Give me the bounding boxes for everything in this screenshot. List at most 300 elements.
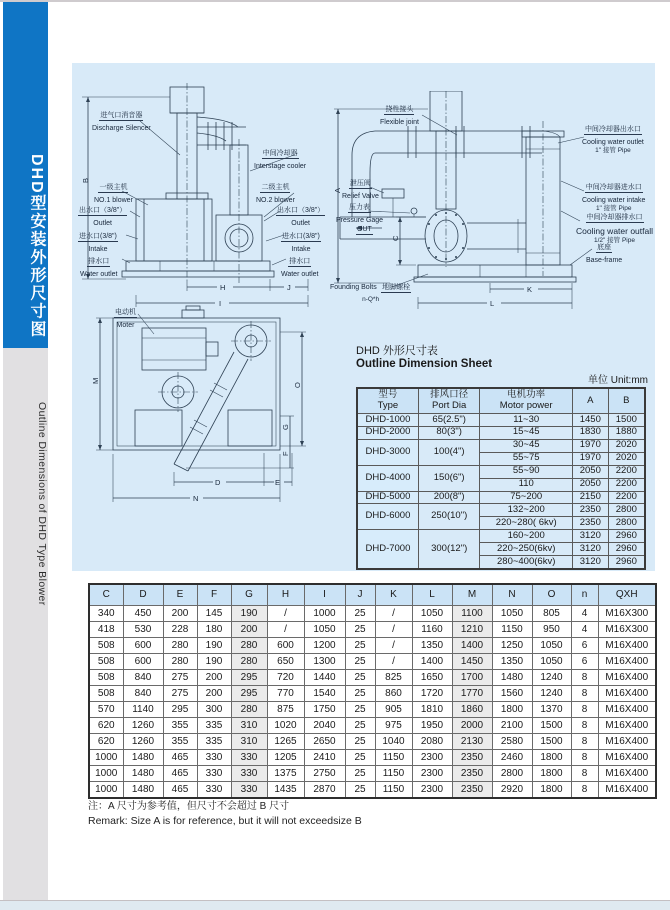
cell-K: 1150 xyxy=(375,782,412,799)
cell-I: 1750 xyxy=(304,702,345,718)
cell-M: 1860 xyxy=(452,702,492,718)
cell-L: 2300 xyxy=(412,782,452,799)
cell-I: 1200 xyxy=(304,638,345,654)
cell-port: 150(6") xyxy=(418,465,480,491)
cell-H: 875 xyxy=(267,702,304,718)
cell-QXH: M16X400 xyxy=(598,654,656,670)
cell-I: 1000 xyxy=(304,606,345,622)
cell-O: 1800 xyxy=(532,750,571,766)
cell-M: 2350 xyxy=(452,766,492,782)
cell-O: 1800 xyxy=(532,766,571,782)
cell-a: 1970 xyxy=(572,439,608,452)
cell-E: 275 xyxy=(163,686,197,702)
cell-QXH: M16X400 xyxy=(598,750,656,766)
cell-J: 25 xyxy=(345,750,375,766)
cell-QXH: M16X400 xyxy=(598,638,656,654)
cell-N: 1560 xyxy=(492,686,532,702)
cell-H: 1435 xyxy=(267,782,304,799)
dhd-table-body xyxy=(357,414,645,570)
cell-L: 1160 xyxy=(412,622,452,638)
cell-M: 1770 xyxy=(452,686,492,702)
label-drain-left: 排水口 Water outlet xyxy=(80,258,118,278)
cell-motor-power: 75~200 xyxy=(480,491,572,504)
dhd-table-row xyxy=(357,465,645,478)
dim-label-m: M xyxy=(91,377,100,384)
detail-col-header-E: E xyxy=(163,584,197,606)
detail-col-header-C: C xyxy=(89,584,123,606)
cell-L: 1050 xyxy=(412,606,452,622)
cell-b: 2020 xyxy=(608,452,645,465)
detail-table-row xyxy=(89,670,656,686)
cell-D: 1260 xyxy=(123,718,163,734)
cell-QXH: M16X300 xyxy=(598,606,656,622)
cell-E: 280 xyxy=(163,638,197,654)
cell-QXH: M16X400 xyxy=(598,734,656,750)
cell-a: 3120 xyxy=(572,556,608,569)
plan-view-linework xyxy=(86,298,348,528)
cell-H: / xyxy=(267,622,304,638)
cell-J: 25 xyxy=(345,782,375,799)
cell-M: 1450 xyxy=(452,654,492,670)
cell-n: 8 xyxy=(571,782,598,799)
cell-QXH: M16X400 xyxy=(598,702,656,718)
cell-motor-power: 220~280( 6kv) xyxy=(480,517,572,530)
detail-col-header-H: H xyxy=(267,584,304,606)
detail-table-header-row xyxy=(89,584,656,606)
dim-label-f: F xyxy=(281,451,290,456)
cell-D: 1260 xyxy=(123,734,163,750)
label-out: OUT xyxy=(356,217,373,238)
dim-label-j: J xyxy=(287,283,291,292)
remark-en: Remark: Size A is for reference, but it will not exceedsize B xyxy=(88,814,362,827)
cell-QXH: M16X400 xyxy=(598,670,656,686)
cell-b: 2200 xyxy=(608,478,645,491)
cell-O: 1240 xyxy=(532,686,571,702)
cell-O: 1500 xyxy=(532,718,571,734)
cell-b: 2960 xyxy=(608,543,645,556)
cell-QXH: M16X400 xyxy=(598,686,656,702)
cell-K: / xyxy=(375,638,412,654)
cell-K: 975 xyxy=(375,718,412,734)
cell-n: 8 xyxy=(571,766,598,782)
detail-table-row xyxy=(89,622,656,638)
detail-table-row xyxy=(89,766,656,782)
cell-motor-power: 220~250(6kv) xyxy=(480,543,572,556)
cell-L: 2080 xyxy=(412,734,452,750)
cell-L: 1720 xyxy=(412,686,452,702)
cell-K: 1150 xyxy=(375,750,412,766)
detail-col-header-L: L xyxy=(412,584,452,606)
cell-QXH: M16X300 xyxy=(598,622,656,638)
cell-N: 2800 xyxy=(492,766,532,782)
cell-D: 840 xyxy=(123,670,163,686)
dim-sheet-unit: 单位 Unit:mm xyxy=(588,375,648,386)
cell-K: / xyxy=(375,606,412,622)
dimension-sheet-section xyxy=(356,342,648,570)
dim-sheet-title-en: Outline Dimension Sheet xyxy=(356,358,493,370)
cell-H: 770 xyxy=(267,686,304,702)
cell-J: 25 xyxy=(345,670,375,686)
cell-C: 508 xyxy=(89,670,123,686)
label-outlet-right: 出水口（3/8"） Outlet xyxy=(277,207,325,227)
cell-E: 465 xyxy=(163,782,197,799)
cell-J: 25 xyxy=(345,734,375,750)
cell-K: / xyxy=(375,654,412,670)
cell-b: 2960 xyxy=(608,530,645,543)
cell-L: 1810 xyxy=(412,702,452,718)
cell-M: 1100 xyxy=(452,606,492,622)
detail-col-header-I: I xyxy=(304,584,345,606)
cell-L: 1350 xyxy=(412,638,452,654)
cell-O: 950 xyxy=(532,622,571,638)
cell-b: 2020 xyxy=(608,439,645,452)
detail-col-header-O: O xyxy=(532,584,571,606)
label-intake-right: 进水口(3/8") Intake xyxy=(282,233,320,253)
cell-I: 2040 xyxy=(304,718,345,734)
cell-N: 2580 xyxy=(492,734,532,750)
cell-N: 2100 xyxy=(492,718,532,734)
cell-O: 1370 xyxy=(532,702,571,718)
cell-b: 2960 xyxy=(608,556,645,569)
cell-M: 2000 xyxy=(452,718,492,734)
cell-G: 310 xyxy=(231,718,267,734)
cell-motor-power: 15~45 xyxy=(480,426,572,439)
cell-L: 1400 xyxy=(412,654,452,670)
cell-N: 2460 xyxy=(492,750,532,766)
label-motor: 电动机 Moter xyxy=(115,309,136,329)
dim-label-n: N xyxy=(193,494,199,503)
detail-dimension-table xyxy=(88,583,657,799)
dhd-table-row xyxy=(357,530,645,543)
cell-J: 25 xyxy=(345,718,375,734)
cell-type: DHD-3000 xyxy=(357,439,418,465)
label-flexible-joint: 挠性接头 Flexible joint xyxy=(380,106,419,126)
cell-D: 450 xyxy=(123,606,163,622)
detail-col-header-F: F xyxy=(197,584,231,606)
dim-label-b: B xyxy=(81,177,90,183)
cell-C: 620 xyxy=(89,718,123,734)
detail-table-row xyxy=(89,702,656,718)
cell-K: 1040 xyxy=(375,734,412,750)
cell-E: 295 xyxy=(163,702,197,718)
cell-motor-power: 132~200 xyxy=(480,504,572,517)
cell-type: DHD-4000 xyxy=(357,465,418,491)
dim-sheet-title-cn: DHD 外形尺寸表 xyxy=(356,345,438,357)
cell-J: 25 xyxy=(345,638,375,654)
cell-motor-power: 160~200 xyxy=(480,530,572,543)
cell-port: 300(12") xyxy=(418,530,480,569)
cell-type: DHD-7000 xyxy=(357,530,418,569)
cell-I: 2750 xyxy=(304,766,345,782)
cell-N: 2920 xyxy=(492,782,532,799)
cell-QXH: M16X400 xyxy=(598,766,656,782)
cell-a: 2050 xyxy=(572,478,608,491)
cell-J: 25 xyxy=(345,622,375,638)
cell-M: 2350 xyxy=(452,782,492,799)
col-header-a: A xyxy=(572,388,608,414)
cell-G: 280 xyxy=(231,638,267,654)
cell-K: 905 xyxy=(375,702,412,718)
cell-D: 600 xyxy=(123,638,163,654)
cell-G: 200 xyxy=(231,622,267,638)
cell-QXH: M16X400 xyxy=(598,782,656,799)
cell-n: 4 xyxy=(571,622,598,638)
dim-label-l: L xyxy=(490,299,495,308)
cell-D: 840 xyxy=(123,686,163,702)
cell-I: 1300 xyxy=(304,654,345,670)
plan-view-drawing xyxy=(86,298,348,528)
cell-b: 2200 xyxy=(608,465,645,478)
label-founding-bolts: Founding Bolts 地脚螺栓 n-Q*h xyxy=(330,284,411,303)
detail-col-header-n: n xyxy=(571,584,598,606)
dhd-table-row xyxy=(357,491,645,504)
cell-n: 8 xyxy=(571,686,598,702)
dim-label-h: H xyxy=(220,283,226,292)
cell-a: 2050 xyxy=(572,465,608,478)
cell-F: 335 xyxy=(197,734,231,750)
cell-port: 100(4") xyxy=(418,439,480,465)
cell-E: 280 xyxy=(163,654,197,670)
cell-F: 330 xyxy=(197,766,231,782)
remark-block xyxy=(88,800,362,828)
cell-a: 2350 xyxy=(572,504,608,517)
dhd-table-row xyxy=(357,426,645,439)
cell-J: 25 xyxy=(345,686,375,702)
detail-col-header-N: N xyxy=(492,584,532,606)
cell-G: 295 xyxy=(231,686,267,702)
cell-M: 2130 xyxy=(452,734,492,750)
cell-I: 1540 xyxy=(304,686,345,702)
label-base-frame: 底座 Base-frame xyxy=(586,244,623,264)
dim-label-i: I xyxy=(219,299,222,308)
detail-col-header-J: J xyxy=(345,584,375,606)
cell-b: 2200 xyxy=(608,491,645,504)
cell-J: 25 xyxy=(345,766,375,782)
cell-n: 8 xyxy=(571,750,598,766)
detail-table-row xyxy=(89,606,656,622)
cell-G: 190 xyxy=(231,606,267,622)
cell-I: 2650 xyxy=(304,734,345,750)
dhd-table-row xyxy=(357,504,645,517)
cell-N: 1480 xyxy=(492,670,532,686)
label-drain-right: 排水口 Water outlet xyxy=(281,258,319,278)
cell-L: 1950 xyxy=(412,718,452,734)
cell-K: 825 xyxy=(375,670,412,686)
cell-E: 355 xyxy=(163,718,197,734)
detail-col-header-D: D xyxy=(123,584,163,606)
label-pressure-gage: 压力表 Pressure Gage xyxy=(336,204,384,224)
cell-C: 340 xyxy=(89,606,123,622)
cell-C: 418 xyxy=(89,622,123,638)
cell-K: / xyxy=(375,622,412,638)
label-interstage-cooler: 中间冷却器 Interstage cooler xyxy=(254,150,307,170)
sidebar-title-cn: DHD型安装外形尺寸图 xyxy=(28,153,45,339)
cell-C: 620 xyxy=(89,734,123,750)
cell-E: 355 xyxy=(163,734,197,750)
cell-C: 508 xyxy=(89,638,123,654)
detail-col-header-G: G xyxy=(231,584,267,606)
cell-b: 1880 xyxy=(608,426,645,439)
dhd-table-row xyxy=(357,439,645,452)
cell-port: 250(10") xyxy=(418,504,480,530)
cell-I: 2870 xyxy=(304,782,345,799)
cell-I: 1440 xyxy=(304,670,345,686)
col-header-b: B xyxy=(608,388,645,414)
cell-G: 280 xyxy=(231,654,267,670)
cell-M: 2350 xyxy=(452,750,492,766)
cell-motor-power: 55~75 xyxy=(480,452,572,465)
cell-O: 1050 xyxy=(532,638,571,654)
page-top-edge xyxy=(0,0,670,2)
cell-a: 1970 xyxy=(572,452,608,465)
label-relief-valve: 泄压阀 Relief Valve xyxy=(342,180,379,200)
cell-E: 465 xyxy=(163,750,197,766)
cell-J: 25 xyxy=(345,702,375,718)
cell-C: 1000 xyxy=(89,766,123,782)
cell-O: 1050 xyxy=(532,654,571,670)
detail-table-row xyxy=(89,782,656,799)
cell-type: DHD-1000 xyxy=(357,414,418,427)
col-header-power: 电机功率 Motor power xyxy=(480,388,572,414)
cell-F: 300 xyxy=(197,702,231,718)
detail-table-row xyxy=(89,686,656,702)
cell-M: 1210 xyxy=(452,622,492,638)
cell-H: / xyxy=(267,606,304,622)
cell-n: 8 xyxy=(571,718,598,734)
dhd-dimension-table xyxy=(356,387,646,570)
cell-port: 65(2.5") xyxy=(418,414,480,427)
detail-col-header-K: K xyxy=(375,584,412,606)
cell-C: 1000 xyxy=(89,782,123,799)
cell-F: 200 xyxy=(197,686,231,702)
cell-L: 2300 xyxy=(412,766,452,782)
cell-F: 190 xyxy=(197,638,231,654)
label-cooling-water-intake: 中间冷却器进水口 Cooling water intake 1" 接管 Pipe xyxy=(582,184,646,212)
cell-n: 4 xyxy=(571,606,598,622)
cell-M: 1400 xyxy=(452,638,492,654)
cell-M: 1700 xyxy=(452,670,492,686)
cell-D: 530 xyxy=(123,622,163,638)
dim-label-g: G xyxy=(281,424,290,430)
label-no1-blower: 一级主机 NO.1 blower xyxy=(94,184,133,204)
cell-F: 145 xyxy=(197,606,231,622)
cell-a: 3120 xyxy=(572,530,608,543)
cell-F: 330 xyxy=(197,782,231,799)
cell-H: 600 xyxy=(267,638,304,654)
cell-QXH: M16X400 xyxy=(598,718,656,734)
cell-D: 600 xyxy=(123,654,163,670)
cell-I: 1050 xyxy=(304,622,345,638)
label-cooling-water-outlet: 中间冷却器出水口 Cooling water outlet 1" 接管 Pipe xyxy=(582,126,644,154)
detail-col-header-QXH: QXH xyxy=(598,584,656,606)
dim-label-o: O xyxy=(293,382,302,388)
cell-H: 1375 xyxy=(267,766,304,782)
side-view-drawing xyxy=(330,91,658,313)
cell-F: 335 xyxy=(197,718,231,734)
cell-G: 280 xyxy=(231,702,267,718)
cell-D: 1140 xyxy=(123,702,163,718)
label-outlet-left: 出水口（3/8"） Outlet xyxy=(79,207,127,227)
cell-motor-power: 11~30 xyxy=(480,414,572,427)
cell-G: 310 xyxy=(231,734,267,750)
cell-K: 1150 xyxy=(375,766,412,782)
cell-n: 8 xyxy=(571,702,598,718)
cell-F: 180 xyxy=(197,622,231,638)
cell-a: 1830 xyxy=(572,426,608,439)
cell-motor-power: 280~400(6kv) xyxy=(480,556,572,569)
cell-D: 1480 xyxy=(123,766,163,782)
label-discharge-silencer: 进气口消音器 Discharge Silencer xyxy=(92,112,151,132)
dim-label-a: A xyxy=(333,187,342,193)
remark-cn: 注：A 尺寸为参考值，但尺寸不会超过 B 尺寸 xyxy=(88,801,290,812)
cell-J: 25 xyxy=(345,606,375,622)
col-header-port: 排风口径 Port Dia xyxy=(418,388,480,414)
cell-G: 330 xyxy=(231,750,267,766)
detail-table-row xyxy=(89,750,656,766)
cell-N: 1150 xyxy=(492,622,532,638)
label-cooling-water-outfall: 中间冷却器排水口 Cooling water outfall 1/2" 接管 Pipe xyxy=(576,214,654,244)
cell-N: 1350 xyxy=(492,654,532,670)
cell-motor-power: 55~90 xyxy=(480,465,572,478)
cell-H: 1205 xyxy=(267,750,304,766)
col-header-type: 型号 Type xyxy=(357,388,418,414)
label-no2-blower: 二级主机 NO.2 blower xyxy=(256,184,295,204)
cell-b: 2800 xyxy=(608,517,645,530)
cell-b: 1500 xyxy=(608,414,645,427)
detail-table-row xyxy=(89,654,656,670)
cell-H: 1020 xyxy=(267,718,304,734)
cell-N: 1050 xyxy=(492,606,532,622)
cell-type: DHD-2000 xyxy=(357,426,418,439)
cell-motor-power: 30~45 xyxy=(480,439,572,452)
cell-E: 275 xyxy=(163,670,197,686)
cell-D: 1480 xyxy=(123,782,163,799)
label-intake-left: 进水口(3/8") Intake xyxy=(79,233,117,253)
cell-n: 6 xyxy=(571,654,598,670)
cell-I: 2410 xyxy=(304,750,345,766)
cell-C: 1000 xyxy=(89,750,123,766)
cell-a: 3120 xyxy=(572,543,608,556)
dim-label-k: K xyxy=(527,285,533,294)
cell-E: 228 xyxy=(163,622,197,638)
detail-table-row xyxy=(89,718,656,734)
cell-G: 295 xyxy=(231,670,267,686)
cell-a: 1450 xyxy=(572,414,608,427)
cell-O: 1500 xyxy=(532,734,571,750)
cell-port: 200(8") xyxy=(418,491,480,504)
cell-H: 650 xyxy=(267,654,304,670)
cell-G: 330 xyxy=(231,782,267,799)
cell-F: 330 xyxy=(197,750,231,766)
cell-K: 860 xyxy=(375,686,412,702)
cell-b: 2800 xyxy=(608,504,645,517)
cell-N: 1250 xyxy=(492,638,532,654)
cell-C: 508 xyxy=(89,654,123,670)
cell-O: 805 xyxy=(532,606,571,622)
cell-H: 720 xyxy=(267,670,304,686)
cell-D: 1480 xyxy=(123,750,163,766)
dhd-table-header-row xyxy=(357,388,645,414)
cell-L: 1650 xyxy=(412,670,452,686)
cell-type: DHD-5000 xyxy=(357,491,418,504)
cell-E: 200 xyxy=(163,606,197,622)
cell-a: 2150 xyxy=(572,491,608,504)
cell-N: 1800 xyxy=(492,702,532,718)
cell-G: 330 xyxy=(231,766,267,782)
detail-table-row xyxy=(89,734,656,750)
dhd-table-row xyxy=(357,414,645,427)
cell-F: 190 xyxy=(197,654,231,670)
